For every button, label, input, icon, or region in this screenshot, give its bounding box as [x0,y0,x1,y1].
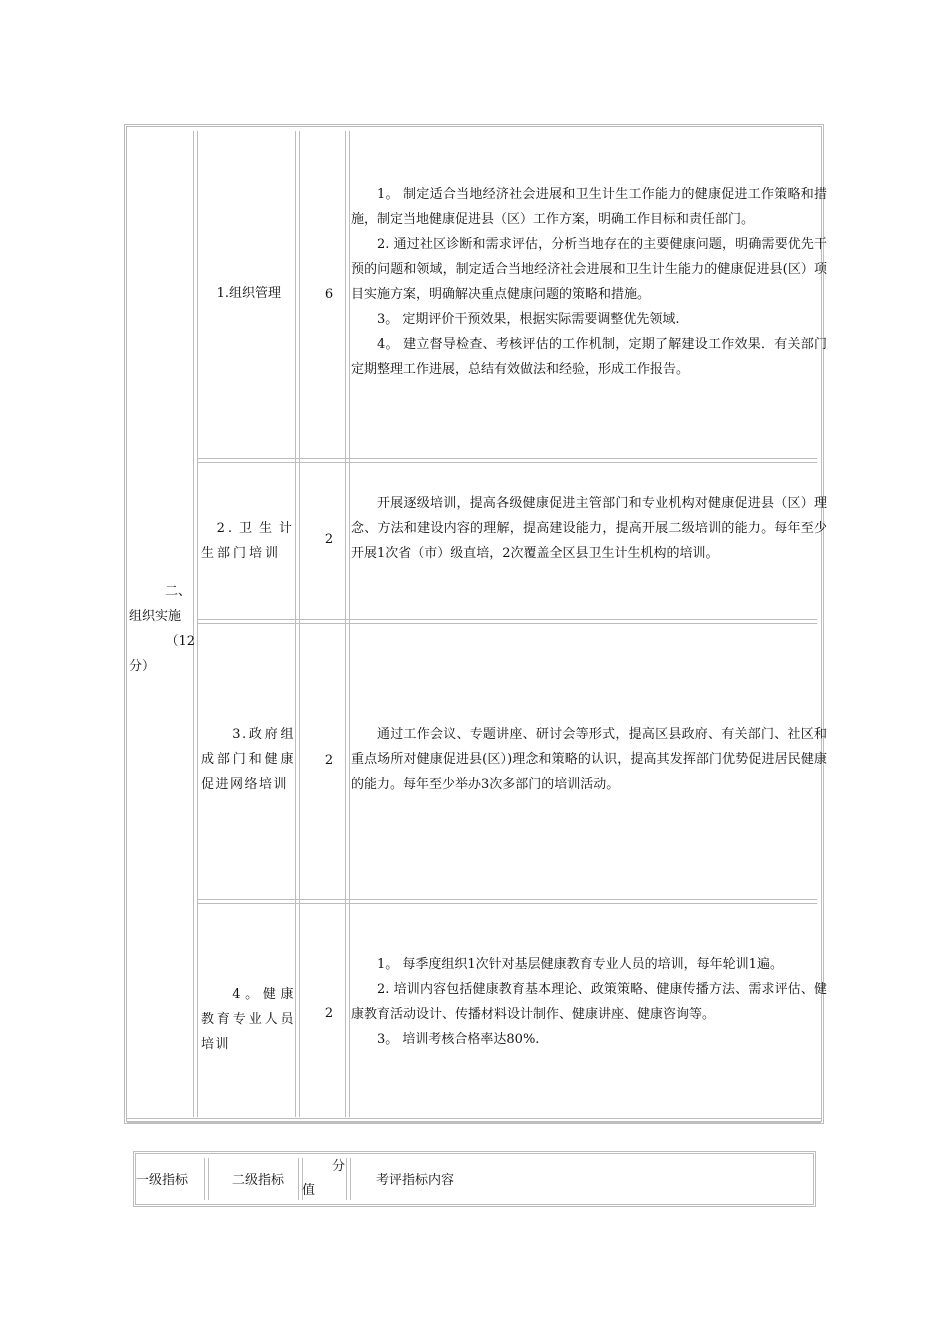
row-content [351,491,827,566]
header-score-top: 分 [332,1159,346,1174]
evaluation-table [124,124,827,1124]
content-paragraph: 通过工作会议、专题讲座、研讨会等形式，提高区县政府、有关部门、社区和重点场所对健康促进县(区）)理念和策略的认识，提高其发挥部门优势促进居民健康的能力。每年至少举办3次多部门的培训活动。 [351,727,827,792]
level1-number: 二、 [164,584,191,599]
row-divider [197,899,817,904]
header-content: 考评指标内容 [376,1173,455,1188]
header-level1: 一级指标 [136,1173,189,1188]
row-content [351,952,827,1052]
content-paragraph: 2. 培训内容包括健康教育基本理论、政策策略、健康传播方法、需求评估、健康教育活动设计、传播材料设计制作、健康讲座、健康咨询等。 [351,982,827,1022]
row-divider [127,1118,821,1123]
row-divider [197,458,817,463]
row-divider [197,619,817,624]
row-score: 6 [324,287,334,302]
content-paragraph: 1。 制定适合当地经济社会进展和卫生计生工作能力的健康促进工作策略和措施，制定当地健康促进县（区）工作方案，明确工作目标和责任部门。 [351,187,827,227]
column-divider [346,1158,351,1200]
header-score-bottom: 值 [302,1183,316,1198]
content-paragraph: 3。 培训考核合格率达80%. [377,1032,540,1047]
row-name: 3.政府组成部门和健康促进网络培训 [201,727,295,792]
level1-title: 组织实施 [129,609,182,624]
level1-score-open: （12 [165,634,195,649]
content-paragraph: 2. 通过社区诊断和需求评估，分析当地存在的主要健康问题，明确需要优先干预的问题和领域，制定适合当地经济社会进展和卫生计生能力的健康促进县(区）项目实施方案，明确解决重点健康问题的策略和措施。 [351,237,827,302]
content-paragraph: 1。 每季度组织1次针对基层健康教育专业人员的培训，每年轮训1遍。 [377,957,783,972]
header-table [133,1151,816,1207]
level1-score-close: 分） [129,659,156,674]
row-name: 4。健康教育专业人员培训 [201,987,295,1052]
row-score: 2 [324,532,334,547]
content-paragraph: 3。 定期评价干预效果，根据实际需要调整优先领域. [377,312,680,327]
row-score: 2 [324,1006,334,1021]
column-divider [204,1158,209,1200]
content-paragraph: 4。 建立督导检查、考核评估的工作机制，定期了解建设工作效果．有关部门定期整理工作进展，总结有效做法和经验，形成工作报告。 [351,337,827,377]
content-paragraph: 开展逐级培训，提高各级健康促进主管部门和专业机构对健康促进县（区）理念、方法和建设内容的理解，提高建设能力，提高开展二级培训的能力。每年至少开展1次省（市）级直培，2次覆盖全区县卫生计生机构的培训。 [351,496,827,561]
column-divider [345,131,350,1117]
row-name: 2.卫生计生部门培训 [201,521,295,561]
level1-indicator [129,579,195,679]
row-name: 1.组织管理 [216,286,281,301]
header-level2: 二级指标 [232,1173,285,1188]
row-score: 2 [324,753,334,768]
row-content [351,182,827,382]
column-divider [295,131,300,1117]
row-content [351,722,827,797]
